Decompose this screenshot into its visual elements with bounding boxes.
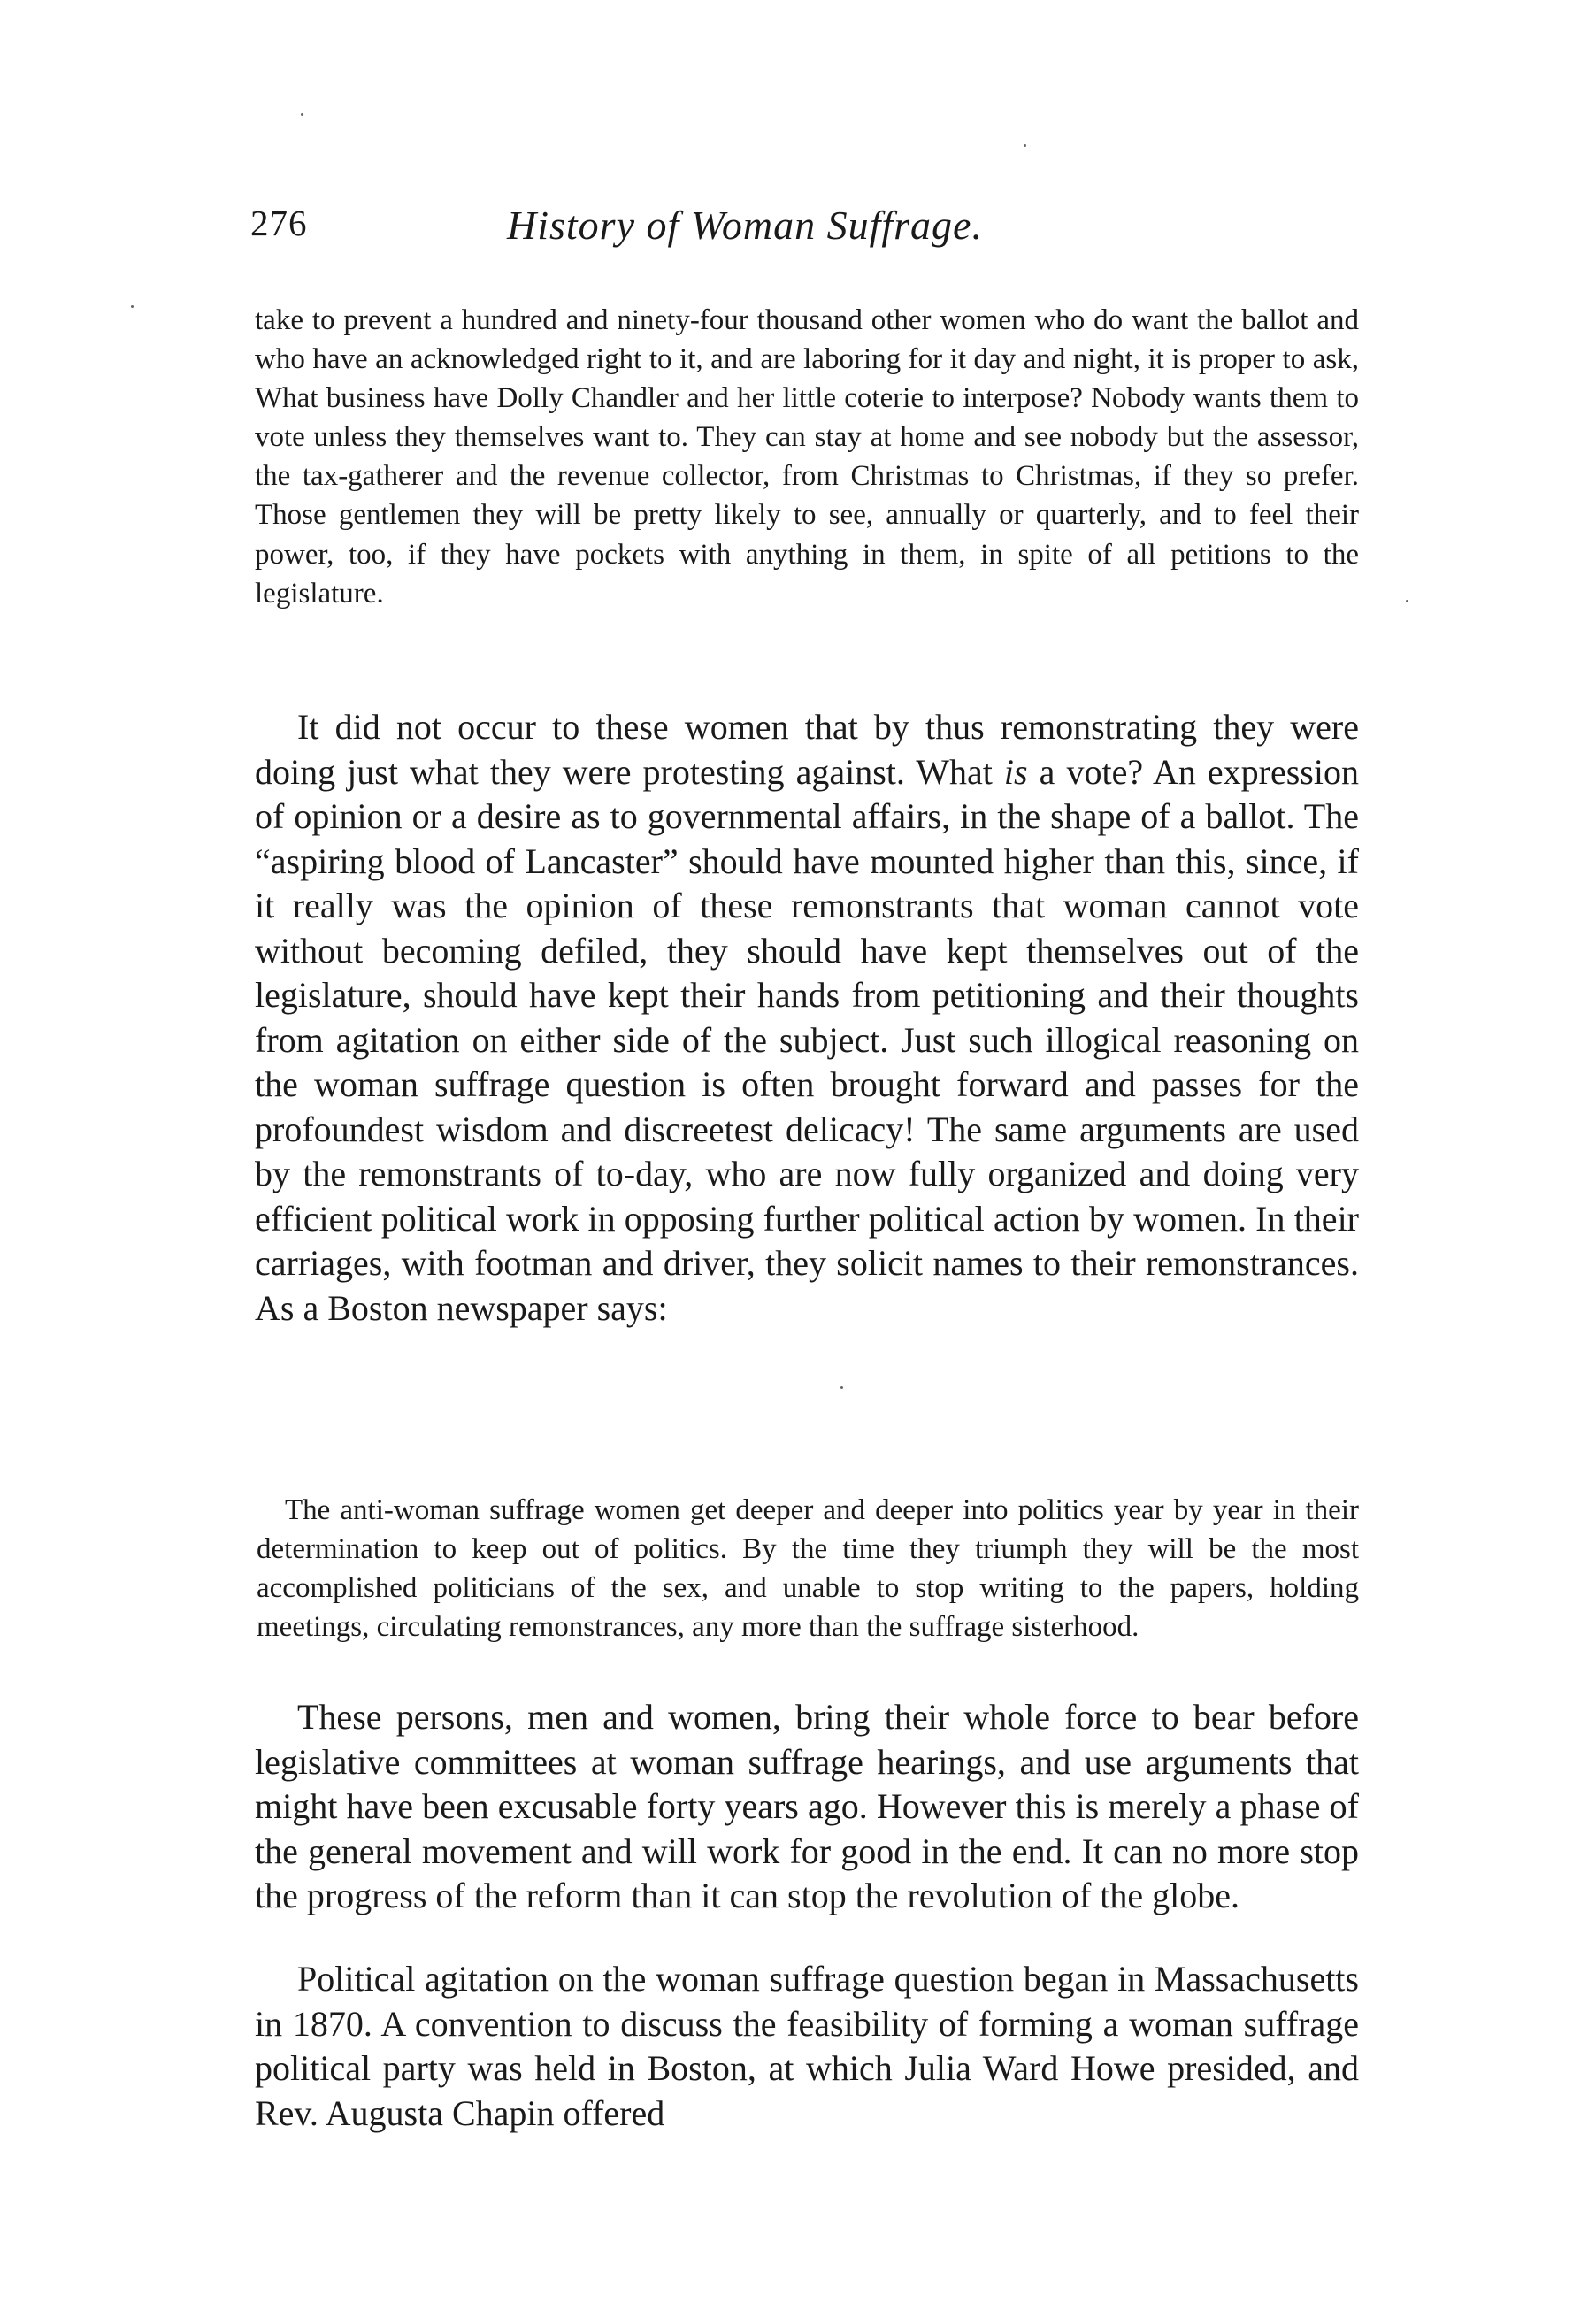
scan-speck — [1406, 600, 1408, 602]
running-title: History of Woman Suffrage. — [507, 203, 983, 248]
scan-speck — [1024, 144, 1026, 147]
scan-speck — [131, 305, 134, 308]
emphasis-is: is — [1003, 751, 1028, 792]
paragraph-remonstrants — [255, 705, 1359, 1331]
scan-speck — [301, 113, 303, 116]
paragraph-persons: These persons, men and women, bring their whole force to bear before legislative committees at woman suffrage hearings, and use arguments that might have been excusable forty years ago. However this is merely a phase of the general movement and will work for good in the end. It can no more stop the progress of the reform than it can stop the revolution of the globe. — [255, 1697, 1359, 1915]
paragraph-agitation: Political agitation on the woman suffrage question began in Massachusetts in 1870. A convention to discuss the feasibility of forming a woman suffrage political party was held in Boston, at which Julia Ward Howe presided, and Rev. Augusta Chapin offered — [255, 1959, 1359, 2133]
scan-speck — [840, 1386, 843, 1389]
paragraph-remonstrants-text-2: a vote? An expression of opinion or a desire as to governmental affairs, in the shape of a ballot. The “aspiring blood of Lancaster” should have mounted higher than this, since, if it really was the opinion of these remonstrants that woman cannot vote without becoming defiled, they should have kept themselves out of the legislature, should have kept their hands from petitioning and their thoughts from agitation on either side of the subject. Just such illogical reasoning on the woman suffrage question is often brought forward and passes for the profoundest wisdom and discreetest delicacy! The same arguments are used by the remonstrants of to-day, who are now fully organized and doing very efficient political work in opposing further political action by women. In their carriages, with footman and driver, they solicit names to their remonstrances. As a Boston newspaper says: — [255, 751, 1359, 1328]
block-quote: The anti-woman suffrage women get deeper and deeper into politics year by year in their determination to keep out of politics. By the time they triumph they will be the most accomplished politicians of the sex, and unable to stop writing to the papers, holding meetings, circulating remonstrances, any more than the suffrage sisterhood. — [257, 1494, 1359, 1644]
paragraph-remonstrants-text-1: It did not occur to these women that by thus remonstrating they were doing just what they were protesting against. What — [255, 707, 1359, 792]
page-header — [250, 202, 1360, 272]
page-number: 276 — [250, 203, 308, 243]
paragraph-continuation: take to prevent a hundred and ninety-four thousand other women who do want the ballot and who have an acknowledged right to it, and are laboring for it day and night, it is proper to ask, What business have Dolly Chandler and her little coterie to interpose? Nobody wants them to vote unless they themselves want to. They can stay at home and see nobody but the assessor, the tax-gatherer and the revenue collector, from Christmas to Christmas, if they so prefer. Those gentlemen they will be pretty likely to see, annually or quarterly, and to feel their power, too, if they have pockets with anything in them, in spite of all petitions to the legislature. — [255, 304, 1359, 610]
